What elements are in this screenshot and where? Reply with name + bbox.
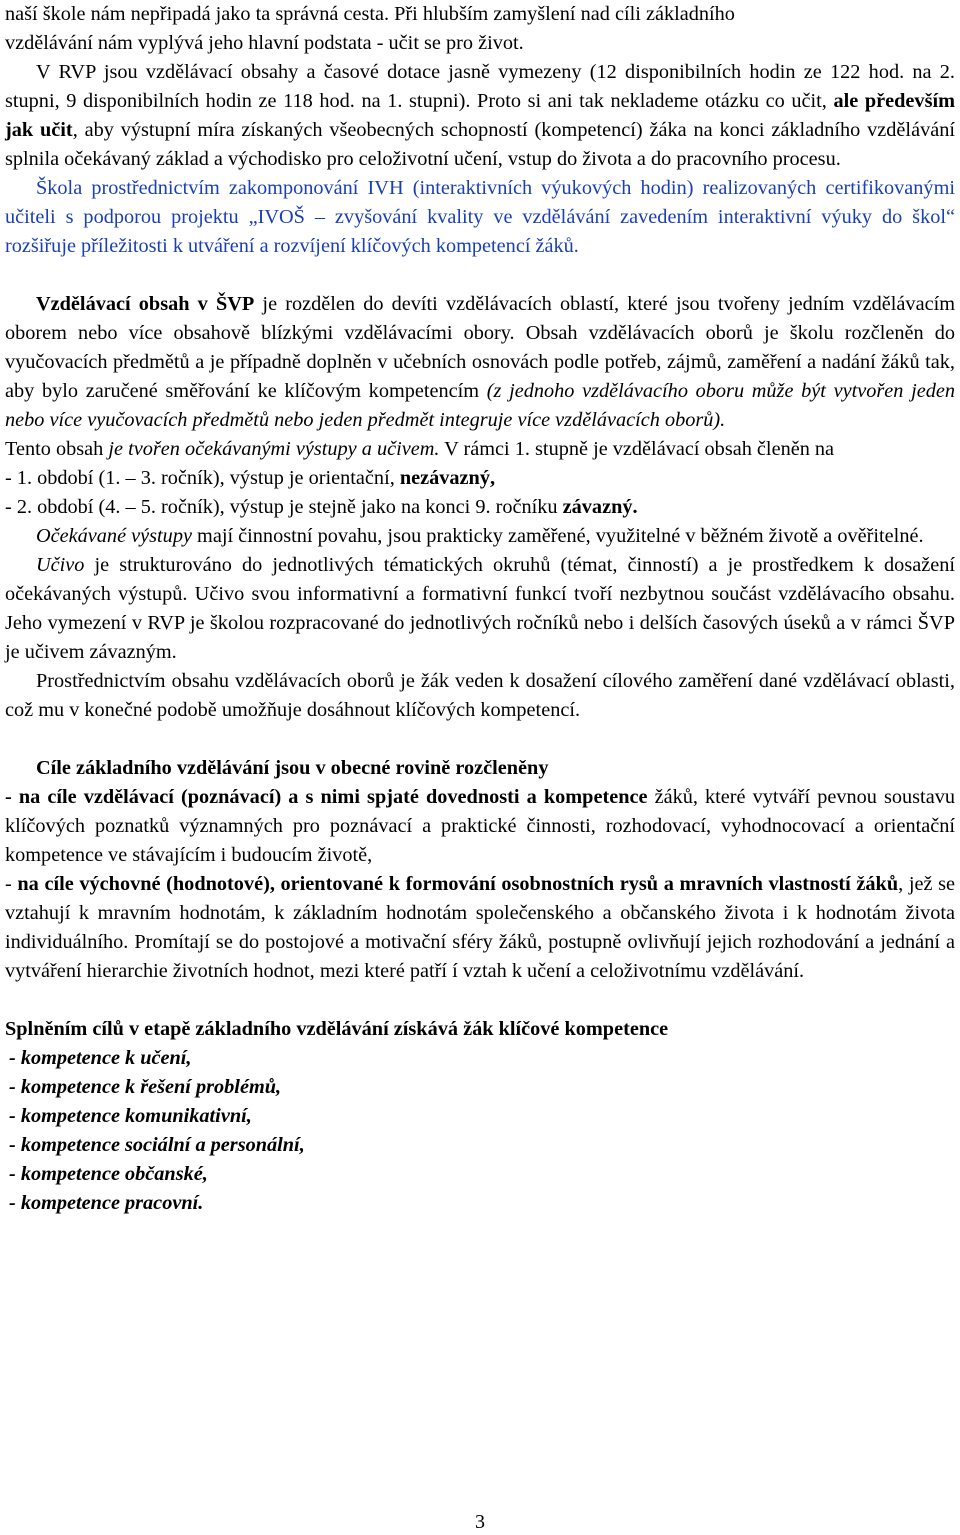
intro-line-1: naší škole nám nepřipadá jako ta správná cesta. Při hlubším zamyšlení nad cíli základního	[5, 3, 735, 25]
kompetence-list	[5, 1044, 955, 1218]
obdobi-2: - 2. období (4. – 5. ročník), výstup je stejně jako na konci 9. ročníku závazný.	[5, 496, 638, 518]
ocekavane-vystupy-paragraph: Očekávané výstupy mají činnostní povahu, jsou prakticky zaměřené, využitelné v běžném životě a ověřitelné.	[36, 525, 924, 547]
page-number: 3	[475, 1511, 485, 1533]
list-item: - kompetence sociální a personální,	[9, 1134, 305, 1156]
cile-heading: Cíle základního vzdělávání jsou v obecné rovině rozčleněny	[36, 757, 549, 779]
list-item: - kompetence občanské,	[9, 1163, 208, 1185]
tento-obsah-paragraph: Tento obsah je tvořen očekávanými výstupy a učivem. V rámci 1. stupně je vzdělávací obsah členěn na	[5, 438, 835, 460]
intro-line-2: vzdělávání nám vyplývá jeho hlavní podstata - učit se pro život.	[5, 32, 524, 54]
ucivo-paragraph: Učivo je strukturováno do jednotlivých tématických okruhů (témat, činností) a je prostředkem k dosažení očekávaných výstupů. Učivo svou informativní a formativní funkcí tvoří nezbytnou součást vzdělávacího obsahu. Jeho vymezení v RVP je školou rozpracované do jednotlivých ročníků nebo i delších časových úseků a v rámci ŠVP je učivem závazným.	[5, 554, 955, 663]
cile-vzdelavaci: - na cíle vzdělávací (poznávací) a s nimi spjaté dovednosti a kompetence žáků, které vytváří pevnou soustavu klíčových poznatků významných pro poznávací a praktické činnosti, rozhodovací, vyhodnocovací a orientační kompetence ve stávajícím i budoucím životě,	[5, 786, 955, 866]
kompetence-heading: Splněním cílů v etapě základního vzdělávání získává žák klíčové kompetence	[5, 1018, 669, 1040]
obsah-paragraph: Vzdělávací obsah v ŠVP je rozdělen do devíti vzdělávacích oblastí, které jsou tvořeny jedním vzdělávacím oborem nebo více obsahově blízkými vzdělávacími obory. Obsah vzdělávacích oborů je školu rozčleněn do vyučovacích předmětů a je případně doplněn v učebních osnovách podle potřeb, zájmů, zaměření a nadání žáků tak, aby bylo zaručené směřování ke klíčovým kompetencím (z jednoho vzdělávacího oboru může být vytvořen jeden nebo více vyučovacích předmětů nebo jeden předmět integruje více vzdělávacích oborů).	[5, 293, 955, 431]
obdobi-1: - 1. období (1. – 3. ročník), výstup je orientační, nezávazný,	[5, 467, 496, 489]
rvp-paragraph: V RVP jsou vzdělávací obsahy a časové dotace jasně vymezeny (12 disponibilních hodin ze 122 hod. na 2. stupni, 9 disponibilních hodin ze 118 hod. na 1. stupni). Proto si ani tak neklademe otázku co učit, ale především jak učit, aby výstupní míra získaných všeobecných schopností (kompetencí) žáka na konci základního vzdělávání splnila očekávaný základ a východisko pro celoživotní učení, vstup do života a do pracovního procesu.	[5, 61, 955, 170]
list-item: - kompetence k učení,	[9, 1047, 192, 1069]
cile-vychovne: - na cíle výchovné (hodnotové), orientované k formování osobnostních rysů a mravních vlastností žáků, jež se vztahují k mravním hodnotám, k základním hodnotám společenského a občanského života i k hodnotám života individuálního. Promítají se do postojové a motivační sféry žáků, postupně ovlivňují jejich rozhodování a jednání a vytváření hierarchie životních hodnot, mezi které patří í vztah k učení a celoživotnímu vzdělávání.	[5, 873, 955, 982]
list-item: - kompetence pracovní.	[9, 1192, 204, 1214]
document-page	[5, 0, 955, 1218]
list-item: - kompetence k řešení problémů,	[9, 1076, 282, 1098]
list-item: - kompetence komunikativní,	[9, 1105, 252, 1127]
ivh-paragraph: Škola prostřednictvím zakomponování IVH (interaktivních výukových hodin) realizovaných certifikovanými učiteli s podporou projektu „IVOŠ – zvyšování kvality ve vzdělávání zavedením interaktivní výuky do škol“ rozšiřuje příležitosti k utváření a rozvíjení klíčových kompetencí žáků.	[5, 177, 955, 257]
prostrednictvim-paragraph: Prostřednictvím obsahu vzdělávacích oborů je žák veden k dosažení cílového zaměření dané vzdělávací oblasti, což mu v konečné podobě umožňuje dosáhnout klíčových kompetencí.	[5, 670, 955, 721]
